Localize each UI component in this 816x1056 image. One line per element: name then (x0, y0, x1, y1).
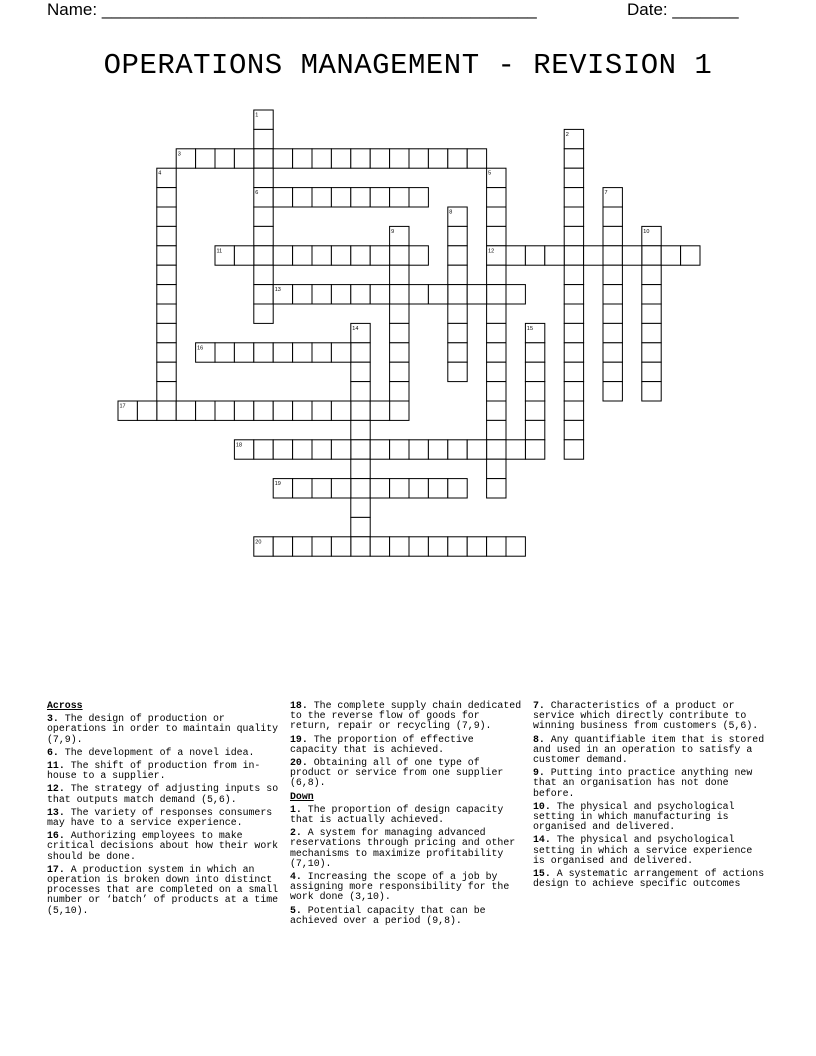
grid-cell[interactable] (428, 149, 447, 168)
grid-cell[interactable] (487, 362, 506, 381)
grid-number: 5 (488, 170, 492, 177)
grid-cell[interactable] (564, 401, 583, 420)
grid-cell[interactable] (370, 440, 389, 459)
grid-cell[interactable] (564, 246, 583, 265)
grid-cell[interactable] (312, 440, 331, 459)
grid-cell[interactable] (331, 188, 350, 207)
clue-number: 11. (47, 760, 65, 772)
grid-cell[interactable] (273, 343, 292, 362)
grid-cell[interactable] (331, 401, 350, 420)
grid-cell[interactable] (254, 401, 273, 420)
grid-cell[interactable] (273, 401, 292, 420)
grid-cell[interactable] (370, 149, 389, 168)
grid-cell[interactable] (157, 401, 176, 420)
grid-cell[interactable] (390, 265, 409, 284)
grid-cell[interactable] (642, 285, 661, 304)
clue-number: 15. (533, 868, 551, 880)
grid-cell[interactable] (487, 323, 506, 342)
clue-down-7 (533, 701, 769, 732)
grid-cell[interactable] (370, 246, 389, 265)
grid-cell[interactable] (564, 226, 583, 245)
grid-cell[interactable] (234, 149, 253, 168)
grid-cell[interactable] (390, 401, 409, 420)
grid-cell[interactable] (622, 246, 641, 265)
clue-text: The physical and psychological setting in which a service experience is organised and delivered. (533, 834, 753, 866)
clue-text: The variety of responses consumers may have to a service experience. (47, 806, 273, 829)
clue-text: The development of a novel idea. (64, 746, 255, 758)
grid-cell[interactable] (293, 149, 312, 168)
grid-cell[interactable] (525, 401, 544, 420)
grid-cell[interactable] (351, 149, 370, 168)
clue-text: The physical and psychological setting in which manufacturing is organised and delivered. (533, 800, 735, 833)
clue-text: Potential capacity that can be achieved over a period (9,8). (290, 904, 486, 926)
clue-across-3 (47, 714, 283, 745)
grid-cell[interactable] (448, 343, 467, 362)
grid-cell[interactable] (448, 304, 467, 323)
grid-cell[interactable] (448, 285, 467, 304)
grid-cell[interactable] (351, 382, 370, 401)
grid-cell[interactable] (351, 362, 370, 381)
grid-cell[interactable] (312, 188, 331, 207)
grid-cell[interactable] (331, 479, 350, 498)
grid-cell[interactable] (448, 323, 467, 342)
grid-cell[interactable] (234, 401, 253, 420)
clue-number: 14. (533, 834, 551, 846)
grid-cell[interactable] (157, 304, 176, 323)
grid-cell[interactable] (254, 129, 273, 148)
grid-cell[interactable] (487, 188, 506, 207)
grid-cell[interactable] (525, 246, 544, 265)
grid-cell[interactable] (331, 149, 350, 168)
clue-down-5 (290, 906, 526, 926)
clue-text: Authorizing employees to make critical decisions about how their work should be done. (47, 830, 279, 862)
grid-cell[interactable] (428, 537, 447, 556)
clue-number: 5. (290, 904, 302, 916)
grid-cell[interactable] (487, 285, 506, 304)
grid-cell[interactable] (293, 401, 312, 420)
grid-cell[interactable] (642, 362, 661, 381)
grid-number: 20 (255, 539, 262, 546)
grid-number: 15 (526, 325, 534, 332)
grid-number: 13 (274, 287, 281, 294)
grid-cell[interactable] (312, 343, 331, 362)
grid-cell[interactable] (661, 246, 680, 265)
grid-cell[interactable] (331, 285, 350, 304)
grid-cell[interactable] (273, 246, 292, 265)
grid-number: 14 (352, 325, 359, 332)
grid-cell[interactable] (351, 401, 370, 420)
date-blank[interactable]: _______ (672, 0, 739, 19)
grid-cell[interactable] (603, 246, 622, 265)
grid-cell[interactable] (525, 420, 544, 439)
grid-cell[interactable] (603, 343, 622, 362)
clues-column-3 (533, 701, 769, 892)
grid-cell[interactable] (564, 323, 583, 342)
grid-cell[interactable] (312, 479, 331, 498)
clue-across-12 (47, 784, 283, 804)
clue-number: 9. (533, 767, 545, 779)
clue-number: 19. (290, 733, 308, 745)
name-blank[interactable]: ______________________________________________ (101, 0, 537, 19)
grid-cell[interactable] (487, 265, 506, 284)
grid-cell[interactable] (467, 440, 486, 459)
grid-cell[interactable] (293, 537, 312, 556)
clue-text: The complete supply chain dedicated to the reverse flow of goods for return, repair or recycling (7,9). (290, 700, 522, 732)
clue-number: 7. (533, 700, 545, 711)
grid-number: 1 (255, 112, 259, 119)
grid-cell[interactable] (157, 226, 176, 245)
grid-cell[interactable] (409, 285, 428, 304)
grid-cell[interactable] (642, 323, 661, 342)
clue-text: Any quantifiable item that is stored and used in an operation to satisfy a customer demand. (533, 733, 765, 766)
grid-cell[interactable] (564, 207, 583, 226)
grid-cell[interactable] (525, 362, 544, 381)
clue-down-2 (290, 828, 526, 869)
grid-cell[interactable] (487, 479, 506, 498)
grid-cell[interactable] (312, 401, 331, 420)
clue-number: 20. (290, 757, 308, 769)
clue-text: A system for managing advanced reservations through pricing and other mechanisms to maximize profitability (7,10). (290, 827, 516, 869)
grid-cell[interactable] (331, 440, 350, 459)
clue-number: 10. (533, 800, 551, 812)
grid-cell[interactable] (254, 265, 273, 284)
grid-cell[interactable] (525, 440, 544, 459)
grid-cell[interactable] (351, 420, 370, 439)
clue-down-14 (533, 835, 769, 866)
grid-cell[interactable] (603, 362, 622, 381)
clue-text: The strategy of adjusting inputs so that outputs match demand (5,6). (47, 783, 279, 805)
grid-cell[interactable] (157, 343, 176, 362)
grid-number: 2 (565, 131, 569, 138)
grid-cell[interactable] (390, 440, 409, 459)
grid-cell[interactable] (525, 382, 544, 401)
grid-cell[interactable] (196, 401, 215, 420)
clue-across-11 (47, 761, 283, 781)
grid-cell[interactable] (293, 246, 312, 265)
clue-across-16 (47, 831, 283, 862)
grid-cell[interactable] (370, 479, 389, 498)
grid-cell[interactable] (642, 304, 661, 323)
clue-number: 8. (533, 733, 545, 745)
grid-cell[interactable] (448, 265, 467, 284)
grid-cell[interactable] (642, 382, 661, 401)
grid-cell[interactable] (448, 226, 467, 245)
grid-cell[interactable] (448, 362, 467, 381)
grid-cell[interactable] (467, 285, 486, 304)
grid-cell[interactable] (351, 285, 370, 304)
grid-cell[interactable] (351, 498, 370, 517)
grid-cell[interactable] (487, 304, 506, 323)
clue-number: 16. (47, 830, 65, 842)
grid-cell[interactable] (409, 479, 428, 498)
clue-number: 13. (47, 806, 65, 818)
grid-cell[interactable] (564, 168, 583, 187)
grid-cell[interactable] (312, 246, 331, 265)
grid-cell[interactable] (390, 285, 409, 304)
grid-cell[interactable] (564, 343, 583, 362)
clue-text: A production system in which an operation is broken down into distinct processes that are completed on a small number or ‘batch’ of products at a time (5,10). (47, 863, 279, 916)
grid-cell[interactable] (390, 479, 409, 498)
clues-column-1 (47, 701, 283, 919)
grid-number: 11 (216, 248, 223, 255)
grid-cell[interactable] (331, 537, 350, 556)
grid-number: 9 (391, 228, 395, 235)
grid-cell[interactable] (370, 285, 389, 304)
grid-cell[interactable] (467, 149, 486, 168)
grid-cell[interactable] (254, 226, 273, 245)
grid-cell[interactable] (254, 149, 273, 168)
clue-number: 1. (290, 803, 302, 815)
grid-cell[interactable] (351, 459, 370, 478)
clue-across-20 (290, 758, 526, 789)
grid-cell[interactable] (487, 382, 506, 401)
grid-cell[interactable] (157, 265, 176, 284)
grid-cell[interactable] (137, 401, 156, 420)
grid-cell[interactable] (487, 440, 506, 459)
grid-cell[interactable] (603, 265, 622, 284)
grid-cell[interactable] (487, 401, 506, 420)
clue-text: Increasing the scope of a job by assigning more responsibility for the work done (3,10). (290, 871, 510, 903)
grid-cell[interactable] (254, 440, 273, 459)
grid-cell[interactable] (642, 246, 661, 265)
grid-cell[interactable] (293, 285, 312, 304)
clue-down-8 (533, 735, 769, 766)
grid-number: 3 (177, 151, 181, 158)
grid-cell[interactable] (254, 304, 273, 323)
grid-cell[interactable] (390, 382, 409, 401)
clue-number: 17. (47, 863, 65, 875)
across-heading: Across (47, 700, 83, 711)
grid-cell[interactable] (428, 285, 447, 304)
grid-cell[interactable] (390, 323, 409, 342)
grid-cell[interactable] (564, 362, 583, 381)
grid-number: 12 (488, 248, 495, 255)
grid-cell[interactable] (603, 207, 622, 226)
grid-cell[interactable] (312, 537, 331, 556)
grid-cell[interactable] (254, 343, 273, 362)
grid-cell[interactable] (564, 149, 583, 168)
clue-down-4 (290, 872, 526, 903)
clue-down-1 (290, 805, 526, 825)
grid-cell[interactable] (681, 246, 700, 265)
grid-cell[interactable] (564, 265, 583, 284)
clue-text: A systematic arrangement of actions design to achieve specific outcomes (533, 868, 765, 890)
grid-cell[interactable] (603, 285, 622, 304)
grid-cell[interactable] (234, 343, 253, 362)
grid-cell[interactable] (351, 440, 370, 459)
grid-cell[interactable] (157, 362, 176, 381)
grid-cell[interactable] (564, 420, 583, 439)
clue-number: 6. (47, 746, 59, 758)
grid-cell[interactable] (390, 246, 409, 265)
grid-cell[interactable] (525, 343, 544, 362)
clue-across-6 (47, 748, 283, 758)
grid-cell[interactable] (506, 246, 525, 265)
grid-cell[interactable] (487, 459, 506, 478)
grid-cell[interactable] (312, 149, 331, 168)
grid-cell[interactable] (351, 517, 370, 536)
grid-cell[interactable] (390, 362, 409, 381)
grid-cell[interactable] (312, 285, 331, 304)
date-label: Date: (627, 0, 668, 19)
grid-cell[interactable] (409, 246, 428, 265)
grid-cell[interactable] (448, 479, 467, 498)
grid-cell[interactable] (584, 246, 603, 265)
grid-cell[interactable] (370, 401, 389, 420)
grid-cell[interactable] (603, 382, 622, 401)
grid-number: 18 (235, 442, 243, 449)
grid-cell[interactable] (564, 304, 583, 323)
grid-cell[interactable] (157, 207, 176, 226)
clue-across-13 (47, 808, 283, 828)
grid-cell[interactable] (254, 285, 273, 304)
grid-number: 6 (255, 190, 259, 197)
clue-down-10 (533, 802, 769, 833)
grid-cell[interactable] (603, 304, 622, 323)
grid-cell[interactable] (370, 188, 389, 207)
grid-cell[interactable] (506, 285, 525, 304)
clue-text: The design of production or operations in order to maintain quality (7,9). (47, 713, 279, 745)
clue-text: Putting into practice anything new that an organisation has not done before. (533, 767, 753, 799)
grid-number: 8 (449, 209, 453, 216)
clue-text: The shift of production from in-house to a supplier. (47, 760, 261, 782)
grid-cell[interactable] (273, 537, 292, 556)
grid-cell[interactable] (254, 168, 273, 187)
grid-cell[interactable] (234, 246, 253, 265)
grid-cell[interactable] (409, 188, 428, 207)
grid-cell[interactable] (351, 343, 370, 362)
grid-cell[interactable] (642, 265, 661, 284)
grid-cell[interactable] (448, 149, 467, 168)
grid-cell[interactable] (390, 537, 409, 556)
clue-number: 12. (47, 783, 65, 795)
grid-cell[interactable] (487, 537, 506, 556)
grid-cell[interactable] (273, 149, 292, 168)
clue-number: 18. (290, 700, 308, 711)
grid-cell[interactable] (409, 440, 428, 459)
grid-cell[interactable] (545, 246, 564, 265)
clue-text: Obtaining all of one type of product or service from one supplier (6,8). (290, 757, 504, 789)
grid-cell[interactable] (273, 440, 292, 459)
grid-cell[interactable] (564, 285, 583, 304)
grid-cell[interactable] (157, 323, 176, 342)
grid-cell[interactable] (390, 304, 409, 323)
grid-cell[interactable] (254, 246, 273, 265)
grid-cell[interactable] (564, 382, 583, 401)
down-heading: Down (290, 790, 314, 802)
grid-cell[interactable] (428, 479, 447, 498)
grid-cell[interactable] (487, 420, 506, 439)
clue-text: The proportion of design capacity that is actually achieved. (290, 803, 504, 826)
grid-cell[interactable] (351, 479, 370, 498)
grid-cell[interactable] (487, 226, 506, 245)
grid-cell[interactable] (409, 149, 428, 168)
grid-cell[interactable] (390, 343, 409, 362)
grid-cell[interactable] (487, 343, 506, 362)
grid-cell[interactable] (157, 285, 176, 304)
grid-cell[interactable] (506, 537, 525, 556)
clue-across-19 (290, 735, 526, 755)
grid-cell[interactable] (196, 149, 215, 168)
grid-cell[interactable] (448, 440, 467, 459)
grid-cell[interactable] (254, 207, 273, 226)
grid-cell[interactable] (487, 207, 506, 226)
grid-number: 17 (119, 403, 126, 410)
grid-cell[interactable] (390, 149, 409, 168)
grid-cell[interactable] (448, 246, 467, 265)
page-title: OPERATIONS MANAGEMENT - REVISION 1 (103, 49, 713, 82)
grid-cell[interactable] (428, 440, 447, 459)
grid-cell[interactable] (215, 401, 234, 420)
grid-cell[interactable] (370, 537, 389, 556)
grid-cell[interactable] (467, 537, 486, 556)
clue-text: Characteristics of a product or service which directly contribute to winning business from customers (5,6). (533, 700, 759, 732)
grid-cell[interactable] (351, 188, 370, 207)
clue-number: 3. (47, 713, 59, 725)
grid-cell[interactable] (157, 382, 176, 401)
grid-cell[interactable] (293, 440, 312, 459)
grid-cell[interactable] (351, 246, 370, 265)
grid-cell[interactable] (448, 537, 467, 556)
grid-cell[interactable] (603, 226, 622, 245)
grid-cell[interactable] (157, 246, 176, 265)
name-label: Name: (47, 0, 98, 19)
clue-across-17 (47, 865, 283, 916)
clue-down-15 (533, 869, 769, 889)
clue-across-18 (290, 701, 526, 732)
clue-down-9 (533, 768, 769, 799)
grid-cell[interactable] (409, 537, 428, 556)
grid-cell[interactable] (390, 188, 409, 207)
clue-number: 4. (290, 871, 302, 883)
grid-number: 16 (197, 345, 204, 352)
grid-cell[interactable] (603, 323, 622, 342)
grid-number: 10 (643, 228, 650, 235)
grid-number: 19 (274, 481, 281, 488)
grid-cell[interactable] (642, 343, 661, 362)
grid-cell[interactable] (176, 401, 195, 420)
grid-cell[interactable] (564, 188, 583, 207)
grid-number: 7 (604, 190, 608, 197)
clue-text: The proportion of effective capacity that is achieved. (290, 733, 474, 755)
grid-cell[interactable] (293, 188, 312, 207)
grid-cell[interactable] (293, 479, 312, 498)
grid-cell[interactable] (215, 343, 234, 362)
grid-cell[interactable] (273, 188, 292, 207)
clues-column-2 (290, 701, 526, 929)
grid-cell[interactable] (506, 440, 525, 459)
grid-cell[interactable] (331, 246, 350, 265)
grid-cell[interactable] (157, 188, 176, 207)
grid-cell[interactable] (351, 537, 370, 556)
grid-cell[interactable] (331, 343, 350, 362)
grid-cell[interactable] (215, 149, 234, 168)
grid-cell[interactable] (564, 440, 583, 459)
clue-number: 2. (290, 827, 302, 839)
grid-cell[interactable] (293, 343, 312, 362)
grid-number: 4 (158, 170, 162, 177)
